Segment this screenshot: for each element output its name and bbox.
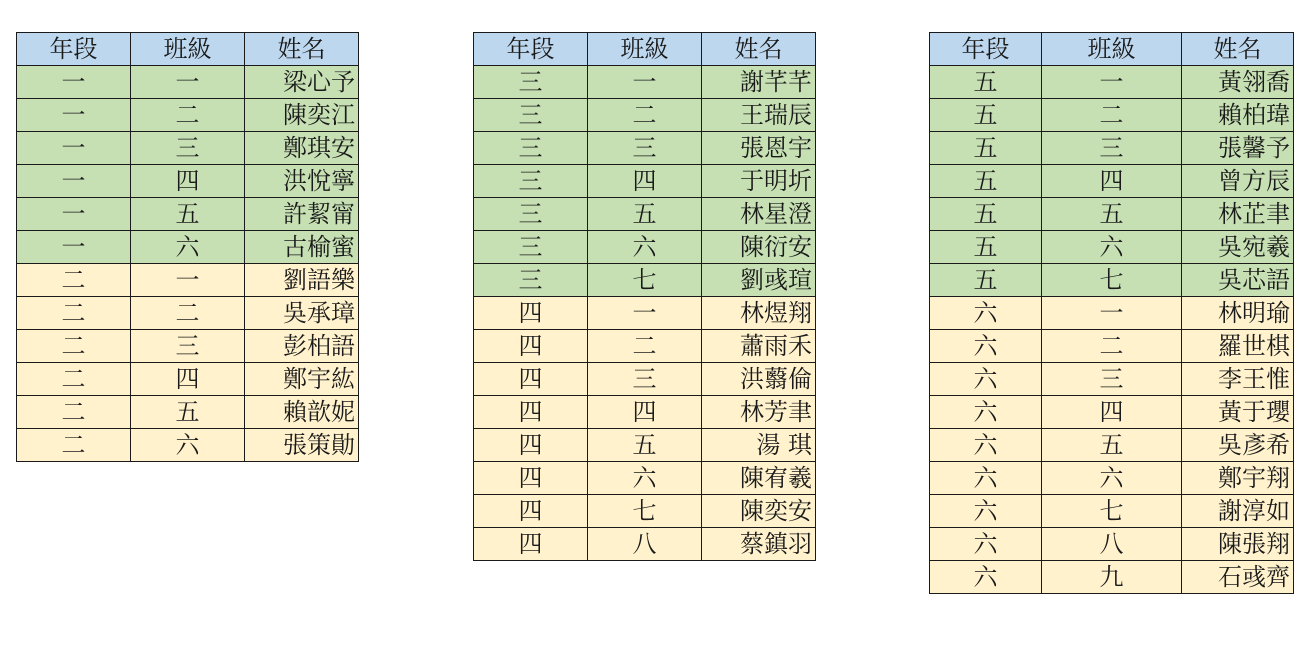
grade-cell: 六 bbox=[930, 528, 1042, 561]
class-cell: 六 bbox=[1042, 231, 1182, 264]
header-grade: 年段 bbox=[17, 33, 131, 66]
class-cell: 五 bbox=[1042, 198, 1182, 231]
header-row bbox=[474, 33, 816, 66]
name-cell: 陳衍安 bbox=[702, 231, 816, 264]
class-cell: 二 bbox=[131, 99, 245, 132]
name-cell: 張馨予 bbox=[1182, 132, 1294, 165]
table-row bbox=[17, 396, 359, 429]
name-cell: 林煜翔 bbox=[702, 297, 816, 330]
grade-cell: 三 bbox=[474, 198, 588, 231]
class-cell: 五 bbox=[131, 198, 245, 231]
table-row bbox=[17, 198, 359, 231]
table-row bbox=[17, 66, 359, 99]
name-cell: 陳張翔 bbox=[1182, 528, 1294, 561]
header-class: 班級 bbox=[131, 33, 245, 66]
grade-cell: 一 bbox=[17, 165, 131, 198]
name-cell: 劉彧瑄 bbox=[702, 264, 816, 297]
table-row bbox=[930, 330, 1294, 363]
table-row bbox=[930, 429, 1294, 462]
class-cell: 四 bbox=[1042, 165, 1182, 198]
name-cell: 曾方辰 bbox=[1182, 165, 1294, 198]
class-cell: 四 bbox=[1042, 396, 1182, 429]
grade-cell: 二 bbox=[17, 330, 131, 363]
table-row bbox=[930, 165, 1294, 198]
name-cell: 王瑞辰 bbox=[702, 99, 816, 132]
table-body bbox=[474, 66, 816, 561]
table-row bbox=[474, 264, 816, 297]
grade-cell: 三 bbox=[474, 165, 588, 198]
class-cell: 六 bbox=[131, 231, 245, 264]
name-cell: 鄭宇紘 bbox=[245, 363, 359, 396]
grade-cell: 四 bbox=[474, 462, 588, 495]
class-cell: 二 bbox=[1042, 330, 1182, 363]
table-row bbox=[17, 429, 359, 462]
name-cell: 彭柏語 bbox=[245, 330, 359, 363]
grade-cell: 二 bbox=[17, 429, 131, 462]
name-cell: 蕭雨禾 bbox=[702, 330, 816, 363]
grade-cell: 四 bbox=[474, 495, 588, 528]
table-row bbox=[474, 132, 816, 165]
class-cell: 四 bbox=[131, 363, 245, 396]
grade-cell: 二 bbox=[17, 363, 131, 396]
header-class: 班級 bbox=[1042, 33, 1182, 66]
name-cell: 洪蘙倫 bbox=[702, 363, 816, 396]
header-name: 姓名 bbox=[245, 33, 359, 66]
class-cell: 三 bbox=[588, 363, 702, 396]
table-row bbox=[930, 264, 1294, 297]
grade-cell: 五 bbox=[930, 66, 1042, 99]
header-row bbox=[17, 33, 359, 66]
class-cell: 三 bbox=[131, 132, 245, 165]
table-row bbox=[474, 396, 816, 429]
name-cell: 謝芊芊 bbox=[702, 66, 816, 99]
table-row bbox=[930, 198, 1294, 231]
grade-cell: 四 bbox=[474, 297, 588, 330]
name-cell: 林芷聿 bbox=[1182, 198, 1294, 231]
class-cell: 七 bbox=[588, 495, 702, 528]
table-body bbox=[17, 66, 359, 462]
name-cell: 黃翎喬 bbox=[1182, 66, 1294, 99]
table-row bbox=[930, 396, 1294, 429]
table-row bbox=[930, 528, 1294, 561]
name-cell: 許絜甯 bbox=[245, 198, 359, 231]
table-row bbox=[930, 561, 1294, 594]
grade-cell: 六 bbox=[930, 297, 1042, 330]
grade-cell: 五 bbox=[930, 165, 1042, 198]
name-cell: 吳彥希 bbox=[1182, 429, 1294, 462]
grade-cell: 五 bbox=[930, 231, 1042, 264]
grade-cell: 四 bbox=[474, 396, 588, 429]
name-cell: 吳芯語 bbox=[1182, 264, 1294, 297]
class-cell: 四 bbox=[588, 165, 702, 198]
table-body bbox=[930, 66, 1294, 594]
class-cell: 二 bbox=[131, 297, 245, 330]
grade-cell: 三 bbox=[474, 264, 588, 297]
name-cell: 陳奕安 bbox=[702, 495, 816, 528]
grade-cell: 四 bbox=[474, 528, 588, 561]
name-cell: 張策勛 bbox=[245, 429, 359, 462]
class-cell: 七 bbox=[588, 264, 702, 297]
table-row bbox=[17, 99, 359, 132]
class-cell: 五 bbox=[588, 198, 702, 231]
roster-table-3 bbox=[929, 32, 1294, 594]
class-cell: 八 bbox=[1042, 528, 1182, 561]
grade-cell: 五 bbox=[930, 264, 1042, 297]
class-cell: 七 bbox=[1042, 264, 1182, 297]
name-cell: 陳宥羲 bbox=[702, 462, 816, 495]
class-cell: 四 bbox=[131, 165, 245, 198]
class-cell: 五 bbox=[131, 396, 245, 429]
class-cell: 一 bbox=[588, 297, 702, 330]
grade-cell: 四 bbox=[474, 363, 588, 396]
grade-cell: 三 bbox=[474, 132, 588, 165]
class-cell: 一 bbox=[1042, 297, 1182, 330]
grade-cell: 六 bbox=[930, 363, 1042, 396]
grade-cell: 三 bbox=[474, 231, 588, 264]
table-row bbox=[930, 231, 1294, 264]
grade-cell: 四 bbox=[474, 330, 588, 363]
name-cell: 湯 琪 bbox=[702, 429, 816, 462]
name-cell: 謝淳如 bbox=[1182, 495, 1294, 528]
name-cell: 古榆蜜 bbox=[245, 231, 359, 264]
name-cell: 賴柏瑋 bbox=[1182, 99, 1294, 132]
table-row bbox=[930, 495, 1294, 528]
name-cell: 洪悅寧 bbox=[245, 165, 359, 198]
table-row bbox=[17, 363, 359, 396]
grade-cell: 一 bbox=[17, 66, 131, 99]
grade-cell: 四 bbox=[474, 429, 588, 462]
class-cell: 六 bbox=[131, 429, 245, 462]
table-row bbox=[930, 363, 1294, 396]
table-row bbox=[474, 495, 816, 528]
roster-table-2 bbox=[473, 32, 816, 561]
class-cell: 二 bbox=[1042, 99, 1182, 132]
table-row bbox=[474, 165, 816, 198]
class-cell: 二 bbox=[588, 330, 702, 363]
grade-cell: 三 bbox=[474, 99, 588, 132]
header-grade: 年段 bbox=[930, 33, 1042, 66]
class-cell: 一 bbox=[131, 264, 245, 297]
name-cell: 賴歆妮 bbox=[245, 396, 359, 429]
grade-cell: 一 bbox=[17, 198, 131, 231]
header-class: 班級 bbox=[588, 33, 702, 66]
name-cell: 羅世棋 bbox=[1182, 330, 1294, 363]
table-row bbox=[474, 66, 816, 99]
table-row bbox=[17, 231, 359, 264]
grade-cell: 五 bbox=[930, 198, 1042, 231]
table-row bbox=[17, 132, 359, 165]
grade-cell: 六 bbox=[930, 429, 1042, 462]
class-cell: 六 bbox=[588, 231, 702, 264]
header-row bbox=[930, 33, 1294, 66]
table-row bbox=[930, 99, 1294, 132]
class-cell: 八 bbox=[588, 528, 702, 561]
table-row bbox=[17, 297, 359, 330]
grade-cell: 二 bbox=[17, 264, 131, 297]
class-cell: 三 bbox=[588, 132, 702, 165]
table-row bbox=[474, 528, 816, 561]
class-cell: 六 bbox=[1042, 462, 1182, 495]
table-row bbox=[474, 330, 816, 363]
table-row bbox=[474, 231, 816, 264]
grade-cell: 二 bbox=[17, 396, 131, 429]
grade-cell: 三 bbox=[474, 66, 588, 99]
table-row bbox=[474, 429, 816, 462]
class-cell: 五 bbox=[1042, 429, 1182, 462]
header-name: 姓名 bbox=[702, 33, 816, 66]
name-cell: 林星澄 bbox=[702, 198, 816, 231]
table-row bbox=[930, 297, 1294, 330]
name-cell: 劉語樂 bbox=[245, 264, 359, 297]
header-name: 姓名 bbox=[1182, 33, 1294, 66]
grade-cell: 五 bbox=[930, 99, 1042, 132]
table-row bbox=[474, 462, 816, 495]
table-row bbox=[17, 264, 359, 297]
grade-cell: 一 bbox=[17, 99, 131, 132]
name-cell: 鄭琪安 bbox=[245, 132, 359, 165]
class-cell: 三 bbox=[131, 330, 245, 363]
class-cell: 一 bbox=[131, 66, 245, 99]
table-row bbox=[930, 132, 1294, 165]
grade-cell: 六 bbox=[930, 495, 1042, 528]
grade-cell: 一 bbox=[17, 231, 131, 264]
table-row bbox=[474, 198, 816, 231]
grade-cell: 六 bbox=[930, 330, 1042, 363]
roster-table-1 bbox=[16, 32, 359, 462]
table-row bbox=[474, 297, 816, 330]
name-cell: 于明圻 bbox=[702, 165, 816, 198]
class-cell: 一 bbox=[588, 66, 702, 99]
name-cell: 石彧齊 bbox=[1182, 561, 1294, 594]
class-cell: 五 bbox=[588, 429, 702, 462]
name-cell: 鄭宇翔 bbox=[1182, 462, 1294, 495]
grade-cell: 六 bbox=[930, 561, 1042, 594]
grade-cell: 六 bbox=[930, 396, 1042, 429]
grade-cell: 六 bbox=[930, 462, 1042, 495]
name-cell: 黃于瓔 bbox=[1182, 396, 1294, 429]
table-row bbox=[474, 363, 816, 396]
name-cell: 林芳聿 bbox=[702, 396, 816, 429]
name-cell: 吳承璋 bbox=[245, 297, 359, 330]
name-cell: 吳宛羲 bbox=[1182, 231, 1294, 264]
name-cell: 林明瑜 bbox=[1182, 297, 1294, 330]
name-cell: 梁心予 bbox=[245, 66, 359, 99]
name-cell: 張恩宇 bbox=[702, 132, 816, 165]
name-cell: 蔡鎮羽 bbox=[702, 528, 816, 561]
table-row bbox=[17, 165, 359, 198]
grade-cell: 五 bbox=[930, 132, 1042, 165]
name-cell: 陳奕江 bbox=[245, 99, 359, 132]
class-cell: 九 bbox=[1042, 561, 1182, 594]
table-row bbox=[474, 99, 816, 132]
table-row bbox=[930, 462, 1294, 495]
table-row bbox=[930, 66, 1294, 99]
class-cell: 三 bbox=[1042, 363, 1182, 396]
grade-cell: 一 bbox=[17, 132, 131, 165]
header-grade: 年段 bbox=[474, 33, 588, 66]
class-cell: 四 bbox=[588, 396, 702, 429]
name-cell: 李王惟 bbox=[1182, 363, 1294, 396]
grade-cell: 二 bbox=[17, 297, 131, 330]
class-cell: 二 bbox=[588, 99, 702, 132]
table-row bbox=[17, 330, 359, 363]
class-cell: 六 bbox=[588, 462, 702, 495]
class-cell: 七 bbox=[1042, 495, 1182, 528]
class-cell: 一 bbox=[1042, 66, 1182, 99]
class-cell: 三 bbox=[1042, 132, 1182, 165]
